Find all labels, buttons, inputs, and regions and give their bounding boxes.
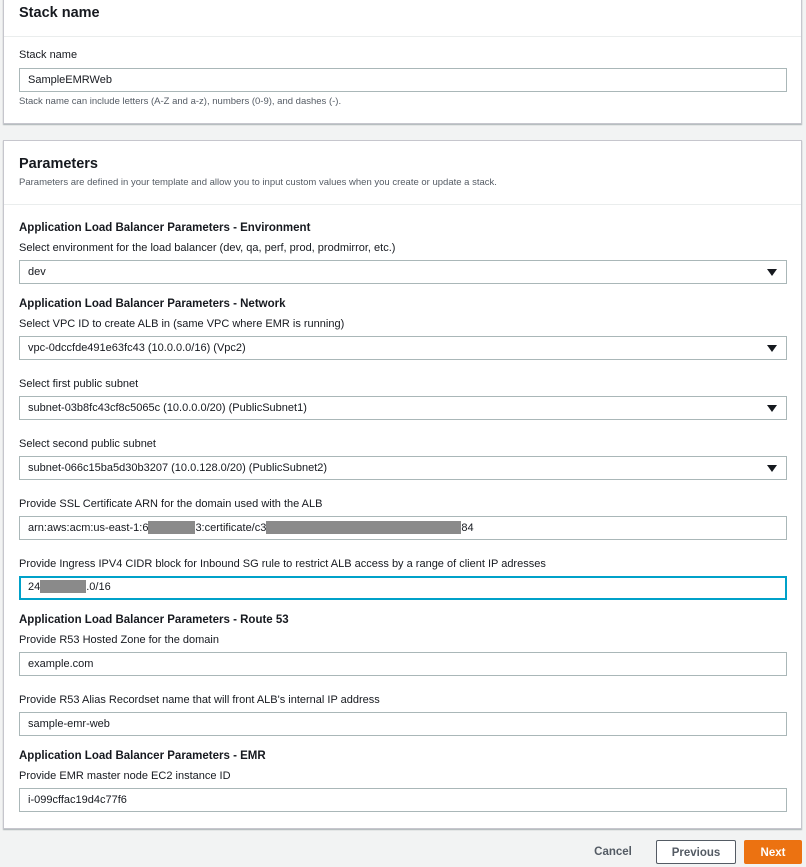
hosted-zone-label: Provide R53 Hosted Zone for the domain [19, 634, 219, 646]
group-title-route53: Application Load Balancer Parameters - Route 53 [19, 614, 289, 626]
vpc-select[interactable] [19, 336, 787, 360]
subnet1-select[interactable] [19, 396, 787, 420]
ssl-cert-value-suffix: 84 [461, 522, 474, 534]
caret-down-icon [767, 465, 777, 472]
environment-select-value: dev [28, 266, 46, 278]
ssl-cert-input[interactable] [19, 516, 787, 540]
previous-button[interactable]: Previous [656, 840, 736, 864]
ssl-cert-value-prefix: arn:aws:acm:us-east-1:6 [28, 522, 149, 534]
ssl-cert-label: Provide SSL Certificate ARN for the domain used with the ALB [19, 498, 323, 510]
next-button[interactable]: Next [744, 840, 802, 864]
stack-name-input[interactable] [19, 68, 787, 92]
cancel-button[interactable]: Cancel [584, 840, 642, 864]
cidr-value-prefix: 24 [28, 581, 41, 593]
parameters-panel-description: Parameters are defined in your template and allow you to input custom values when you create or update a stack. [19, 177, 497, 188]
hosted-zone-input[interactable] [19, 652, 787, 676]
stack-name-panel-header [4, 0, 801, 37]
environment-select[interactable] [19, 260, 787, 284]
parameters-panel [3, 140, 802, 829]
stack-name-label: Stack name [19, 49, 78, 61]
emr-instance-label: Provide EMR master node EC2 instance ID [19, 770, 231, 782]
redaction-block [40, 580, 86, 593]
subnet2-select[interactable] [19, 456, 787, 480]
subnet2-select-value: subnet-066c15ba5d30b3207 (10.0.128.0/20) (PublicSubnet2) [28, 462, 328, 474]
ssl-cert-value-mid: 3:certificate/c3 [195, 522, 267, 534]
cidr-input[interactable] [19, 576, 787, 600]
caret-down-icon [767, 269, 777, 276]
redaction-block [148, 521, 195, 534]
group-title-emr: Application Load Balancer Parameters - EMR [19, 750, 266, 762]
emr-instance-input[interactable] [19, 788, 787, 812]
parameters-panel-header [4, 141, 801, 205]
subnet1-label: Select first public subnet [19, 378, 139, 390]
redaction-block [266, 521, 461, 534]
parameters-panel-title: Parameters [19, 156, 98, 172]
alias-recordset-input[interactable] [19, 712, 787, 736]
vpc-select-value: vpc-0dccfde491e63fc43 (10.0.0.0/16) (Vpc2) [28, 342, 246, 354]
subnet2-label: Select second public subnet [19, 438, 156, 450]
cidr-label: Provide Ingress IPV4 CIDR block for Inbound SG rule to restrict ALB access by a range of client IP adresses [19, 558, 546, 570]
caret-down-icon [767, 405, 777, 412]
vpc-label: Select VPC ID to create ALB in (same VPC where EMR is running) [19, 318, 345, 330]
group-title-environment: Application Load Balancer Parameters - Environment [19, 222, 311, 234]
caret-down-icon [767, 345, 777, 352]
stack-name-hint: Stack name can include letters (A-Z and a-z), numbers (0-9), and dashes (-). [19, 96, 342, 107]
stack-name-panel [3, 0, 802, 124]
environment-label: Select environment for the load balancer (dev, qa, perf, prod, prodmirror, etc.) [19, 242, 396, 254]
group-title-network: Application Load Balancer Parameters - Network [19, 298, 286, 310]
cidr-value-suffix: .0/16 [86, 581, 111, 593]
stack-name-panel-title: Stack name [19, 5, 100, 21]
subnet1-select-value: subnet-03b8fc43cf8c5065c (10.0.0.0/20) (PublicSubnet1) [28, 402, 307, 414]
alias-recordset-label: Provide R53 Alias Recordset name that will front ALB's internal IP address [19, 694, 380, 706]
